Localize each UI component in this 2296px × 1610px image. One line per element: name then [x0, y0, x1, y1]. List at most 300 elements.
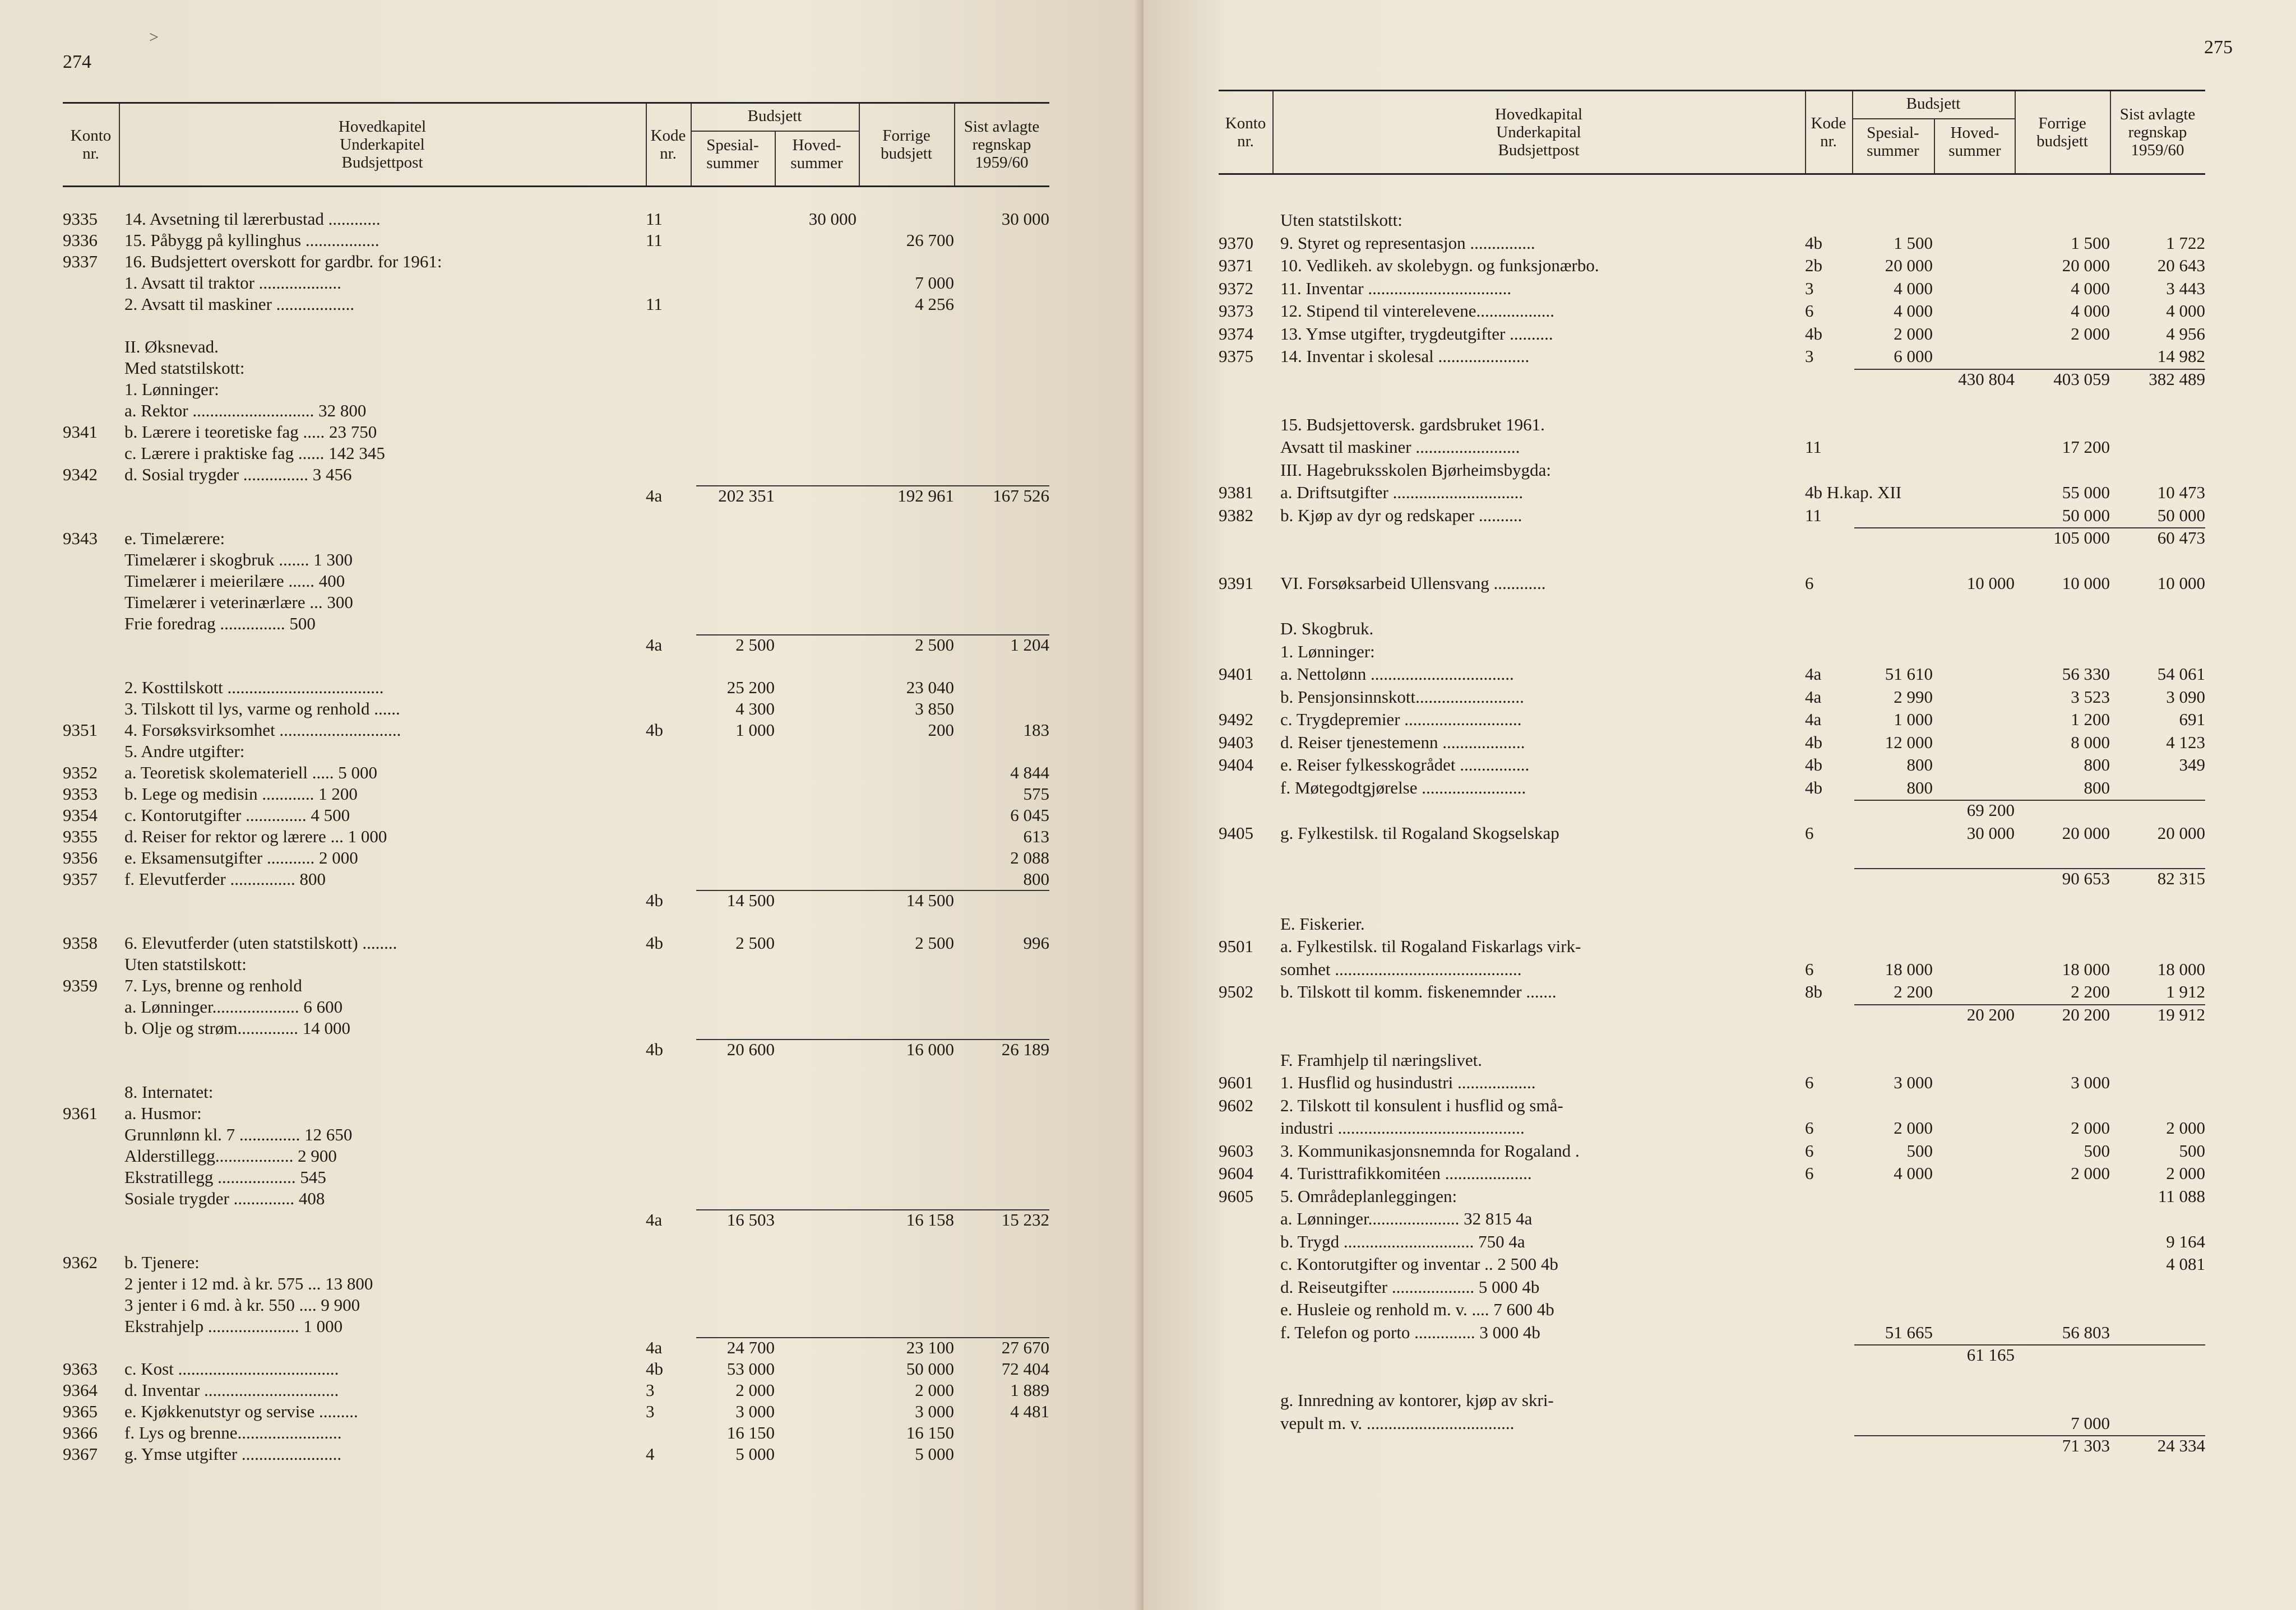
budget-item: e. Timelærere:	[124, 528, 225, 548]
account-number: 9335	[63, 209, 98, 229]
previous-budget: 17 200	[2062, 437, 2110, 457]
code-number: 4b	[1805, 323, 1822, 344]
header-chapter	[119, 104, 647, 185]
code-number: 6	[1805, 301, 1814, 321]
sum-rule	[696, 1209, 1049, 1210]
right-page	[1144, 0, 2296, 1610]
last-accounts: 54 061	[2157, 664, 2205, 684]
budget-item: 3. Tilskott til lys, varme og renhold ......	[124, 699, 400, 718]
header-budsjett: Budsjett	[1906, 95, 1961, 113]
budget-item: 11. Inventar .................................	[1280, 278, 1512, 298]
budget-item: 4. Forsøksvirksomhet ............................	[124, 720, 401, 740]
previous-budget: 1 200	[2071, 709, 2110, 729]
code-number: 11	[646, 294, 663, 314]
account-number: 9363	[63, 1359, 98, 1379]
budget-item: vepult m. v. ..................................	[1280, 1413, 1515, 1433]
special-sum: 2 500	[735, 933, 775, 953]
code-number: 4a	[646, 1338, 663, 1357]
budget-item: a. Husmor:	[124, 1103, 202, 1123]
code-number: 6	[1805, 1163, 1814, 1183]
account-number: 9343	[63, 528, 98, 548]
account-number: 9361	[63, 1103, 98, 1123]
account-number: 9342	[63, 465, 98, 484]
budget-item: a. Fylkestilsk. til Rogaland Fiskarlags virk-	[1280, 936, 1581, 956]
code-number: 4b H.kap. XII	[1805, 482, 1902, 502]
previous-budget: 3 850	[915, 699, 954, 718]
previous-budget: 16 150	[906, 1423, 954, 1442]
header-forrige: Forrige budsjett	[2015, 91, 2111, 173]
last-accounts: 1 722	[2166, 233, 2205, 253]
main-sum: 30 000	[1966, 823, 2015, 843]
special-sum: 14 500	[726, 890, 775, 910]
budget-item: 5. Andre utgifter:	[124, 741, 245, 761]
header-underkapitel: Underkapitel	[340, 136, 425, 154]
account-number: 9601	[1219, 1073, 1253, 1092]
account-number: 9336	[63, 230, 98, 250]
account-number: 9382	[1219, 505, 1253, 525]
budget-item: Timelærer i veterinærlære ... 300	[124, 592, 353, 612]
sum-rule	[1854, 1004, 2205, 1005]
budget-item: c. Kontorutgifter .............. 4 500	[124, 805, 350, 825]
page-number: 274	[63, 52, 91, 72]
code-number: 11	[1805, 437, 1822, 457]
budget-item: 2 jenter i 12 md. à kr. 575 ... 13 800	[124, 1274, 373, 1293]
previous-budget: 23 040	[906, 678, 954, 697]
header-budsjett-divider	[1852, 118, 2015, 119]
account-number: 9364	[63, 1380, 98, 1400]
special-sum: 6 000	[1894, 346, 1933, 366]
last-accounts: 613	[1023, 827, 1049, 846]
account-number: 9357	[63, 869, 98, 889]
header-kode: Kode nr.	[1805, 91, 1853, 173]
account-number: 9365	[63, 1402, 98, 1421]
budget-item: somhet ...........................................	[1280, 959, 1522, 979]
previous-budget: 500	[2084, 1140, 2110, 1161]
budget-item: a. Driftsutgifter ..............................	[1280, 482, 1524, 502]
budget-item: f. Lys og brenne........................	[124, 1423, 342, 1442]
budget-item: 7. Lys, brenne og renhold	[124, 976, 302, 995]
header-hovedsummer: Hoved- summer	[1948, 124, 2001, 160]
header-spesialsummer: Spesial- summer	[1867, 124, 1919, 160]
account-number: 9375	[1219, 346, 1253, 366]
account-number: 9492	[1219, 709, 1253, 729]
previous-budget: 56 330	[2062, 664, 2110, 684]
margin-mark: >	[149, 28, 159, 47]
previous-budget: 20 200	[2062, 1004, 2110, 1024]
special-sum: 2 990	[1894, 686, 1933, 707]
code-number: 4b	[1805, 233, 1822, 253]
previous-budget: 403 059	[2053, 369, 2110, 389]
last-accounts: 4 481	[1010, 1402, 1049, 1421]
budget-item: 6. Elevutferder (uten statstilskott) ........	[124, 933, 397, 953]
budget-item: 8. Internatet:	[124, 1082, 214, 1102]
budget-item: F. Framhjelp til næringslivet.	[1280, 1050, 1483, 1070]
code-number: 11	[646, 230, 663, 250]
account-number: 9370	[1219, 233, 1253, 253]
last-accounts: 575	[1023, 784, 1049, 804]
budget-item: d. Sosial trygder ............... 3 456	[124, 465, 352, 484]
last-accounts: 14 982	[2157, 346, 2205, 366]
last-accounts: 2 000	[2166, 1118, 2205, 1138]
budget-item: d. Reiseutgifter ................... 5 000 4b	[1280, 1277, 1540, 1297]
left-page	[0, 0, 1144, 1610]
sum-rule	[696, 890, 1049, 891]
header-spesialsummer: Spesial- summer	[706, 136, 759, 172]
budget-item: g. Ymse utgifter .......................	[124, 1444, 342, 1464]
special-sum: 1 500	[1894, 233, 1933, 253]
last-accounts: 691	[2179, 709, 2205, 729]
previous-budget: 5 000	[915, 1444, 954, 1464]
code-number: 4b	[1805, 732, 1822, 752]
budget-item: c. Lærere i praktiske fag ...... 142 345	[124, 443, 385, 463]
account-number: 9352	[63, 763, 98, 782]
previous-budget: 200	[928, 720, 954, 740]
previous-budget: 56 803	[2062, 1322, 2110, 1342]
budget-item: 1. Husflid og husindustri ..................	[1280, 1073, 1536, 1092]
code-number: 2b	[1805, 256, 1822, 275]
special-sum: 25 200	[726, 678, 775, 697]
account-number: 9367	[63, 1444, 98, 1464]
budget-item: e. Reiser fylkesskogrådet ................	[1280, 755, 1530, 774]
code-number: 4b	[646, 890, 663, 910]
budget-item: 10. Vedlikeh. av skolebygn. og funksjonærbo.	[1280, 256, 1599, 275]
budget-item: VI. Forsøksarbeid Ullensvang ............	[1280, 573, 1546, 593]
account-number: 9391	[1219, 573, 1253, 593]
budget-item: 16. Budsjettert overskott for gardbr. for 1961:	[124, 252, 442, 271]
previous-budget: 16 000	[906, 1040, 954, 1059]
special-sum: 3 000	[735, 1402, 775, 1421]
budget-item: 2. Kosttilskott ....................................	[124, 678, 384, 697]
special-sum: 18 000	[1885, 959, 1933, 979]
budget-item: b. Lærere i teoretiske fag ..... 23 750	[124, 422, 377, 442]
budget-item: e. Eksamensutgifter ........... 2 000	[124, 848, 358, 867]
special-sum: 1 000	[1894, 709, 1933, 729]
special-sum: 1 000	[735, 720, 775, 740]
last-accounts: 4 081	[2166, 1254, 2205, 1274]
last-accounts: 2 088	[1010, 848, 1049, 867]
account-number: 9501	[1219, 936, 1253, 956]
last-accounts: 10 000	[2157, 573, 2205, 593]
budget-item: d. Reiser tjenestemenn ...................	[1280, 732, 1525, 752]
special-sum: 51 665	[1885, 1322, 1933, 1342]
special-sum: 20 000	[1885, 256, 1933, 275]
last-accounts: 72 404	[1001, 1359, 1049, 1379]
code-number: 4b	[646, 720, 663, 740]
last-accounts: 4 000	[2166, 301, 2205, 321]
last-accounts: 19 912	[2157, 1004, 2205, 1024]
account-number: 9602	[1219, 1095, 1253, 1115]
previous-budget: 2 500	[915, 635, 954, 655]
previous-budget: 20 000	[2062, 823, 2110, 843]
budget-item: b. Tilskott til komm. fiskenemnder .......	[1280, 982, 1557, 1001]
code-number: 6	[1805, 1118, 1814, 1138]
code-number: 3	[646, 1380, 655, 1400]
special-sum: 2 000	[1894, 1118, 1933, 1138]
budget-item: 1. Lønninger:	[1280, 641, 1375, 661]
budget-item: D. Skogbruk.	[1280, 619, 1374, 638]
previous-budget: 4 000	[2071, 301, 2110, 321]
previous-budget: 7 000	[2071, 1413, 2110, 1433]
budget-item: c. Kost .....................................	[124, 1359, 339, 1379]
account-number: 9355	[63, 827, 98, 846]
account-number: 9401	[1219, 664, 1253, 684]
code-number: 6	[1805, 1073, 1814, 1092]
code-number: 4b	[1805, 755, 1822, 774]
header-budsjettpost: Budsjettpost	[1498, 141, 1580, 159]
header-budsjett-vdivider	[775, 131, 776, 185]
account-number: 9353	[63, 784, 98, 804]
budget-item: 4. Turisttrafikkomitéen ....................	[1280, 1163, 1532, 1183]
budget-item: b. Olje og strøm.............. 14 000	[124, 1018, 350, 1038]
special-sum: 2 000	[735, 1380, 775, 1400]
budget-item: g. Fylkestilsk. til Rogaland Skogselskap	[1280, 823, 1559, 843]
budget-item: b. Pensjonsinnskott.........................	[1280, 686, 1524, 707]
code-number: 11	[646, 209, 663, 229]
previous-budget: 3 000	[915, 1402, 954, 1421]
budget-item: Timelærer i skogbruk ....... 1 300	[124, 550, 353, 569]
budget-item: e. Kjøkkenutstyr og servise .........	[124, 1402, 358, 1421]
account-number: 9337	[63, 252, 98, 271]
last-accounts: 996	[1023, 933, 1049, 953]
last-accounts: 15 232	[1001, 1210, 1049, 1229]
code-number: 4a	[1805, 686, 1822, 707]
budget-item: 14. Inventar i skolesal .....................	[1280, 346, 1530, 366]
previous-budget: 192 961	[897, 486, 954, 505]
budget-item: Sosiale trygder .............. 408	[124, 1189, 325, 1208]
special-sum: 202 351	[718, 486, 775, 505]
budget-item: b. Kjøp av dyr og redskaper ..........	[1280, 505, 1522, 525]
budget-item: Grunnlønn kl. 7 .............. 12 650	[124, 1125, 353, 1144]
special-sum: 12 000	[1885, 732, 1933, 752]
budget-item: 2. Avsatt til maskiner ..................	[124, 294, 355, 314]
last-accounts: 82 315	[2157, 868, 2205, 888]
account-number: 9374	[1219, 323, 1253, 344]
header-budsjett-vdivider	[1934, 118, 1935, 173]
special-sum: 20 600	[726, 1040, 775, 1059]
budget-item: 15. Budsjettoversk. gardsbruket 1961.	[1280, 414, 1545, 434]
account-number: 9405	[1219, 823, 1253, 843]
budget-item: Ekstrahjelp ..................... 1 000	[124, 1316, 343, 1336]
budget-item: b. Tjenere:	[124, 1252, 200, 1272]
account-number: 9502	[1219, 982, 1253, 1001]
last-accounts: 349	[2179, 755, 2205, 774]
special-sum: 4 000	[1894, 301, 1933, 321]
last-accounts: 11 088	[2158, 1186, 2205, 1206]
budget-item: E. Fiskerier.	[1280, 913, 1365, 934]
special-sum: 24 700	[726, 1338, 775, 1357]
main-sum: 20 200	[1966, 1004, 2015, 1024]
special-sum: 2 500	[735, 635, 775, 655]
budget-item: c. Kontorutgifter og inventar .. 2 500 4b	[1280, 1254, 1558, 1274]
last-accounts: 2 000	[2166, 1163, 2205, 1183]
sum-rule	[696, 485, 1049, 486]
budget-item: 13. Ymse utgifter, trygdeutgifter ..........	[1280, 323, 1553, 344]
previous-budget: 26 700	[906, 230, 954, 250]
budget-item: d. Inventar ...............................	[124, 1380, 339, 1400]
budget-item: Timelærer i meierilære ...... 400	[124, 571, 345, 591]
last-accounts: 4 956	[2166, 323, 2205, 344]
main-sum: 69 200	[1966, 800, 2015, 820]
account-number: 9356	[63, 848, 98, 867]
budget-item: II. Øksnevad.	[124, 337, 219, 356]
previous-budget: 7 000	[915, 273, 954, 293]
code-number: 4a	[646, 486, 663, 505]
header-sist: Sist avlagte regnskap 1959/60	[2119, 105, 2196, 159]
budget-item: a. Teoretisk skolemateriell ..... 5 000	[124, 763, 377, 782]
last-accounts: 3 090	[2166, 686, 2205, 707]
previous-budget: 71 303	[2062, 1436, 2110, 1455]
previous-budget: 3 523	[2071, 686, 2110, 707]
header-konto: Konto nr.	[63, 104, 120, 185]
special-sum: 16 503	[726, 1210, 775, 1229]
special-sum: 53 000	[726, 1359, 775, 1379]
header-forrige: Forrige budsjett	[859, 104, 955, 185]
last-accounts: 500	[2179, 1140, 2205, 1161]
main-sum: 430 804	[1958, 369, 2015, 389]
budget-item: a. Nettolønn .................................	[1280, 664, 1514, 684]
last-accounts: 18 000	[2157, 959, 2205, 979]
code-number: 4a	[1805, 709, 1822, 729]
header-kode: Kode nr.	[646, 104, 692, 185]
code-number: 3	[1805, 278, 1814, 298]
account-number: 9372	[1219, 278, 1253, 298]
last-accounts: 4 123	[2166, 732, 2205, 752]
code-number: 4b	[1805, 777, 1822, 797]
code-number: 6	[1805, 573, 1814, 593]
previous-budget: 800	[2084, 755, 2110, 774]
account-number: 9351	[63, 720, 98, 740]
sum-rule	[1854, 1344, 2205, 1345]
code-number: 4a	[646, 1210, 663, 1229]
budget-item: industri ...........................................	[1280, 1118, 1525, 1138]
main-sum: 30 000	[808, 209, 857, 229]
previous-budget: 10 000	[2062, 573, 2110, 593]
previous-budget: 20 000	[2062, 256, 2110, 275]
header-sist: Sist avlagte regnskap 1959/60	[964, 118, 1040, 171]
last-accounts: 60 473	[2157, 528, 2205, 548]
account-number: 9366	[63, 1423, 98, 1442]
special-sum: 500	[1906, 1140, 1933, 1161]
budget-item: 14. Avsetning til lærerbustad ............	[124, 209, 381, 229]
last-accounts: 50 000	[2157, 505, 2205, 525]
code-number: 11	[1805, 505, 1822, 525]
account-number: 9603	[1219, 1140, 1253, 1161]
special-sum: 4 000	[1894, 278, 1933, 298]
previous-budget: 2 000	[2071, 1163, 2110, 1183]
last-accounts: 24 334	[2157, 1436, 2205, 1455]
code-number: 4a	[646, 635, 663, 655]
budget-item: 3. Kommunikasjonsnemnda for Rogaland .	[1280, 1140, 1580, 1161]
account-number: 9604	[1219, 1163, 1253, 1183]
code-number: 3	[646, 1402, 655, 1421]
budget-item: a. Rektor ............................ 32 800	[124, 401, 367, 420]
account-number: 9354	[63, 805, 98, 825]
last-accounts: 167 526	[993, 486, 1049, 505]
account-number: 9381	[1219, 482, 1253, 502]
code-number: 4	[646, 1444, 655, 1464]
sum-rule	[696, 1337, 1049, 1338]
previous-budget: 50 000	[906, 1359, 954, 1379]
budget-item: c. Trygdepremier ...........................	[1280, 709, 1522, 729]
previous-budget: 3 000	[2071, 1073, 2110, 1092]
code-number: 3	[1805, 346, 1814, 366]
budget-item: e. Husleie og renhold m. v. .... 7 600 4b	[1280, 1300, 1554, 1319]
code-number: 4a	[1805, 664, 1822, 684]
last-accounts: 800	[1023, 869, 1049, 889]
main-sum: 10 000	[1966, 573, 2015, 593]
last-accounts: 9 164	[2166, 1231, 2205, 1251]
header-konto: Konto nr.	[1219, 91, 1274, 173]
account-number: 9403	[1219, 732, 1253, 752]
account-number: 9359	[63, 976, 98, 995]
budget-item: Ekstratillegg .................. 545	[124, 1167, 326, 1187]
last-accounts: 6 045	[1010, 805, 1049, 825]
account-number: 9605	[1219, 1186, 1253, 1206]
previous-budget: 18 000	[2062, 959, 2110, 979]
header-hovedsummer: Hoved- summer	[790, 136, 843, 172]
account-number: 9371	[1219, 256, 1253, 275]
code-number: 8b	[1805, 982, 1822, 1001]
budget-item: 9. Styret og representasjon ...............	[1280, 233, 1535, 253]
sum-rule	[1854, 369, 2205, 370]
sum-rule	[696, 634, 1049, 635]
previous-budget: 50 000	[2062, 505, 2110, 525]
budget-item: f. Møtegodtgjørelse ........................	[1280, 777, 1526, 797]
budget-item: 2. Tilskott til konsulent i husflid og små-	[1280, 1095, 1563, 1115]
special-sum: 5 000	[735, 1444, 775, 1464]
special-sum: 3 000	[1894, 1073, 1933, 1092]
special-sum: 4 000	[1894, 1163, 1933, 1183]
previous-budget: 1 500	[2071, 233, 2110, 253]
header-hovedkapitel: Hovedkapital	[1494, 105, 1583, 123]
page-number: 275	[2204, 37, 2233, 58]
previous-budget: 55 000	[2062, 482, 2110, 502]
previous-budget: 4 000	[2071, 278, 2110, 298]
last-accounts: 1 889	[1010, 1380, 1049, 1400]
budget-item: g. Innredning av kontorer, kjøp av skri-	[1280, 1390, 1554, 1410]
budget-item: Uten statstilskott:	[124, 954, 247, 974]
account-number: 9341	[63, 422, 98, 442]
code-number: 6	[1805, 959, 1814, 979]
budget-item: Uten statstilskott:	[1280, 210, 1402, 230]
budget-item: 12. Stipend til vinterelevene..................	[1280, 301, 1555, 321]
budget-item: a. Lønninger.................... 6 600	[124, 997, 343, 1017]
previous-budget: 90 653	[2062, 868, 2110, 888]
previous-budget: 2 000	[2071, 1118, 2110, 1138]
special-sum: 800	[1906, 755, 1933, 774]
special-sum: 16 150	[726, 1423, 775, 1442]
header-hovedkapitel: Hovedkapitel	[338, 118, 427, 136]
budget-item: Frie foredrag ............... 500	[124, 614, 316, 633]
budget-item: 5. Områdeplanleggingen:	[1280, 1186, 1457, 1206]
special-sum: 4 300	[735, 699, 775, 718]
sum-rule	[696, 1039, 1049, 1040]
budget-item: f. Telefon og porto .............. 3 000 4b	[1280, 1322, 1540, 1342]
header-budsjett: Budsjett	[747, 107, 802, 125]
code-number: 6	[1805, 823, 1814, 843]
previous-budget: 105 000	[2053, 528, 2110, 548]
account-number: 9404	[1219, 755, 1253, 774]
previous-budget: 16 158	[906, 1210, 954, 1229]
header-chapter	[1272, 91, 1806, 173]
table-header	[1219, 90, 2205, 175]
account-number: 9362	[63, 1252, 98, 1272]
budget-item: 15. Påbygg på kyllinghus .................	[124, 230, 379, 250]
previous-budget: 23 100	[906, 1338, 954, 1357]
previous-budget: 8 000	[2071, 732, 2110, 752]
last-accounts: 3 443	[2166, 278, 2205, 298]
main-sum: 61 165	[1966, 1345, 2015, 1365]
